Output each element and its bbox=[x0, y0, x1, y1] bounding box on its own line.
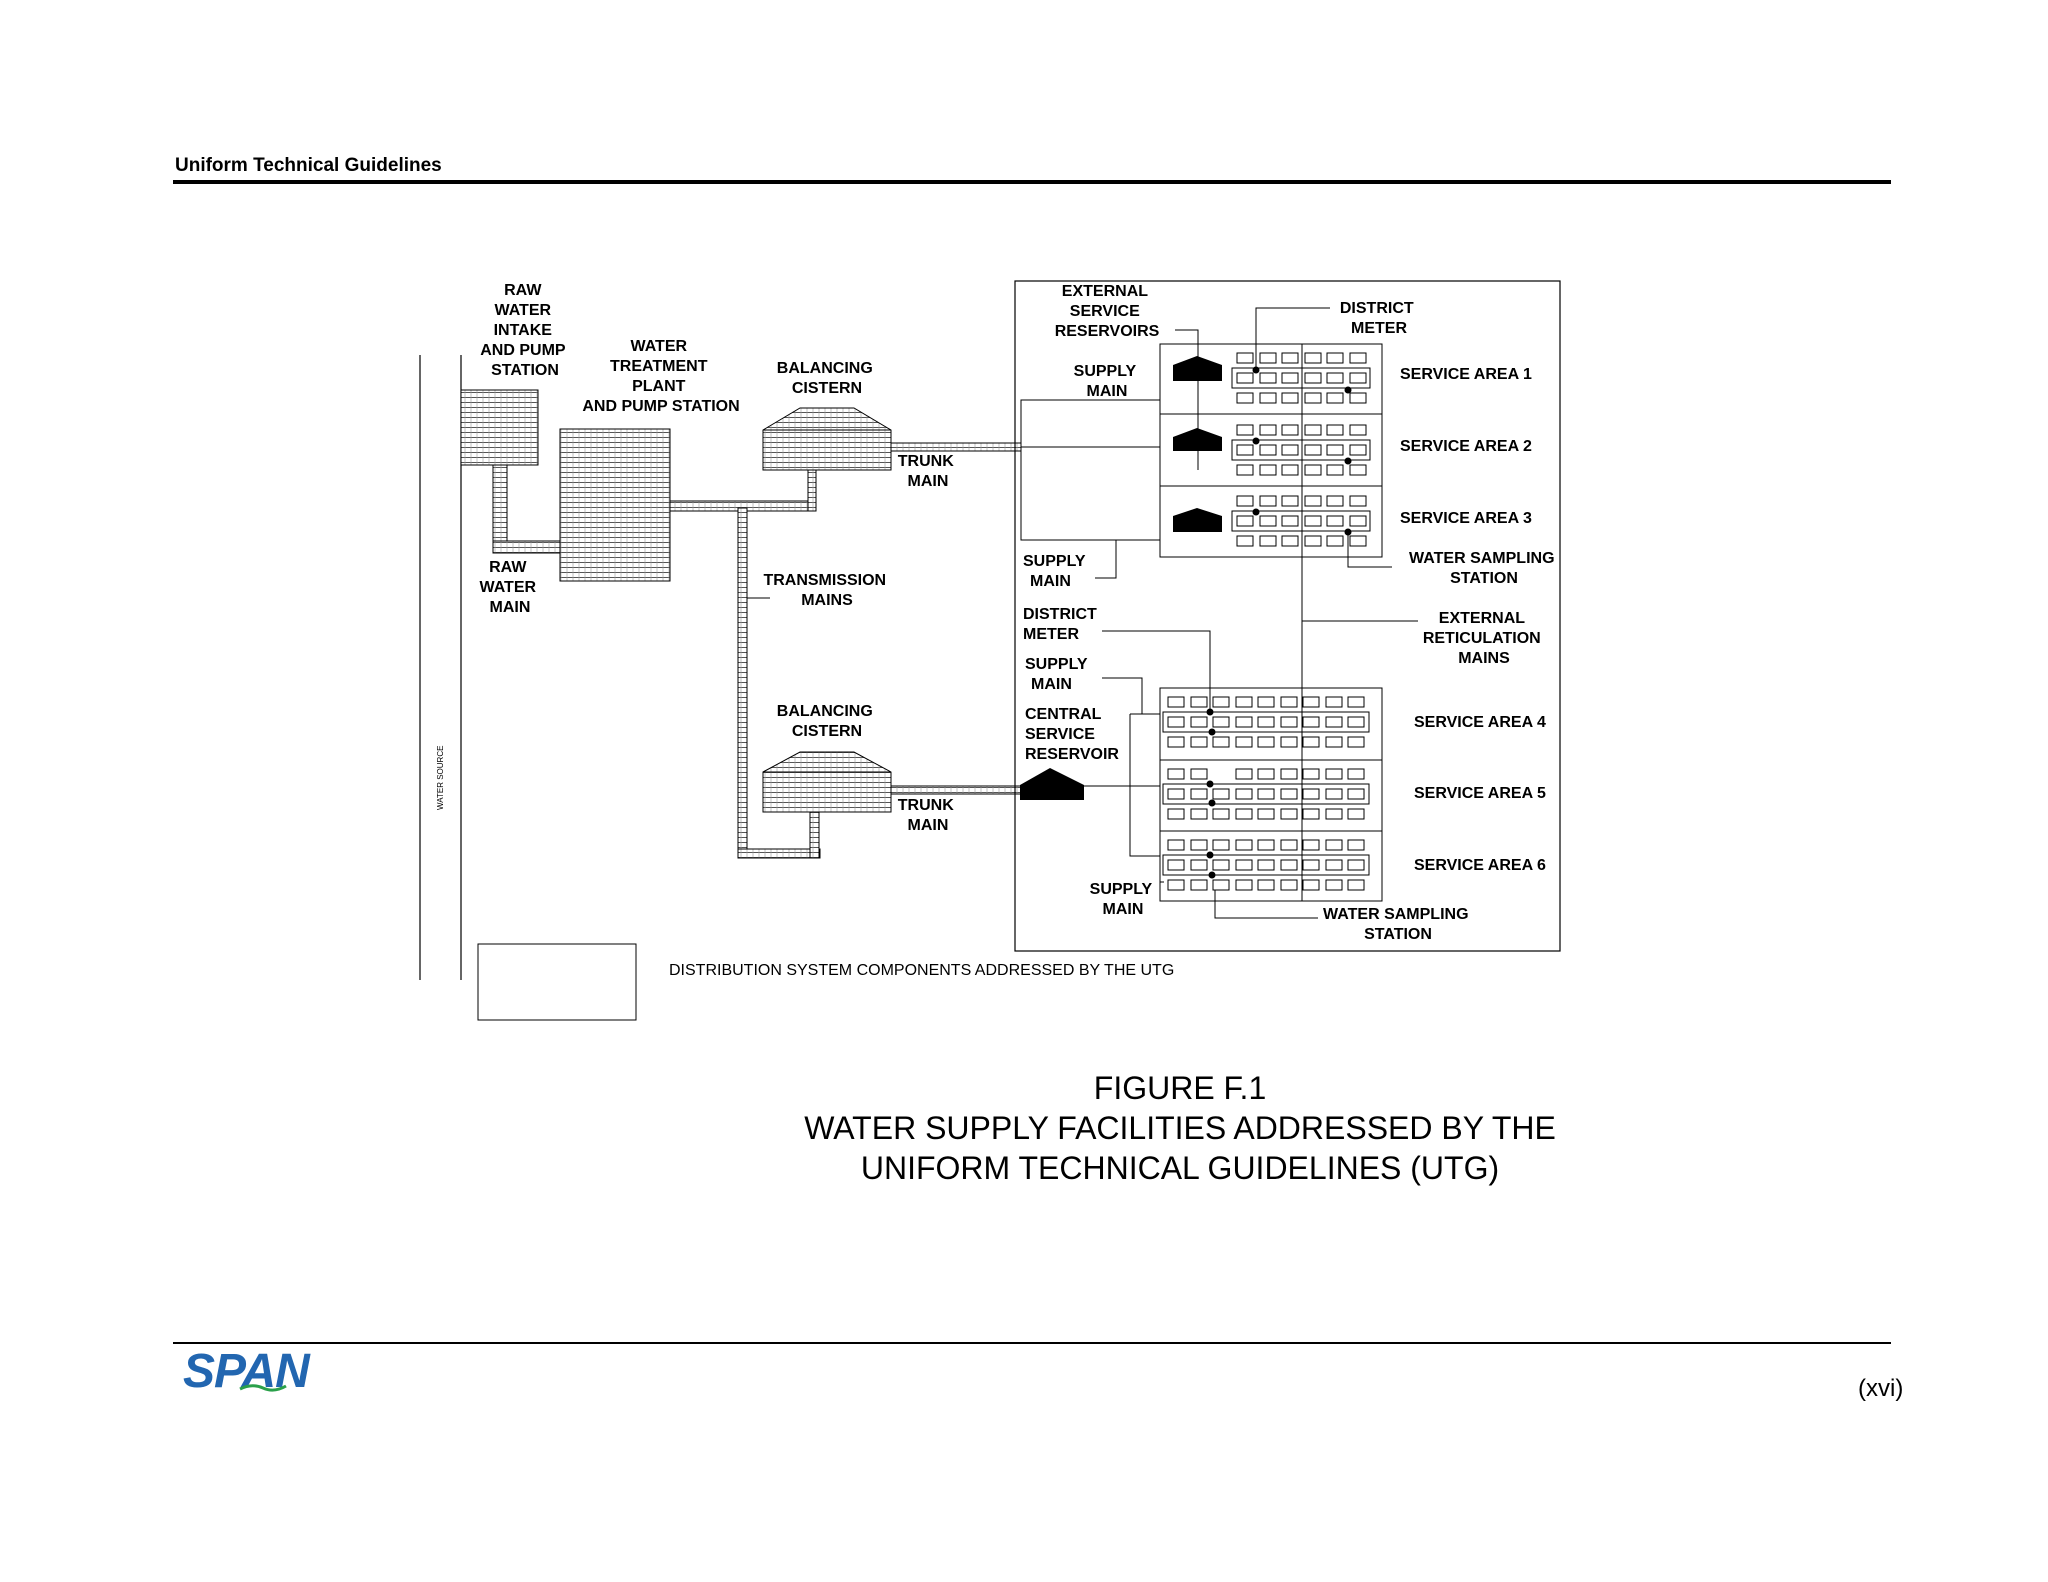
raw-water-intake-station bbox=[461, 390, 538, 465]
service-area-5-houses bbox=[1163, 769, 1369, 819]
label-balancing-cistern-bottom: BALANCING CISTERN bbox=[776, 703, 873, 740]
label-supply-main-mid: SUPPLY MAIN bbox=[1023, 553, 1086, 590]
label-water-sampling-top: WATER SAMPLING STATION bbox=[1409, 550, 1555, 587]
label-external-reticulation: EXTERNAL RETICULATION MAINS bbox=[1422, 610, 1541, 667]
logo-wave-icon bbox=[238, 1382, 288, 1392]
service-area-2-houses bbox=[1232, 425, 1370, 475]
figure-title-line-2: UNIFORM TECHNICAL GUIDELINES (UTG) bbox=[860, 1150, 1500, 1186]
figure-title-line-1: WATER SUPPLY FACILITIES ADDRESSED BY THE bbox=[804, 1110, 1556, 1146]
supply-main-loop bbox=[1021, 400, 1160, 447]
label-district-meter-mid: DISTRICT METER bbox=[1023, 606, 1097, 643]
transmission-main-bottom-v bbox=[810, 812, 819, 858]
label-raw-water-intake: RAW WATER INTAKE AND PUMP STATION bbox=[480, 282, 566, 379]
label-balancing-cistern-top: BALANCING CISTERN bbox=[776, 360, 873, 397]
label-service-area-6: SERVICE AREA 6 bbox=[1414, 857, 1546, 874]
span-logo: SPAN bbox=[183, 1345, 309, 1398]
trunk-main-top-pipe bbox=[891, 443, 1021, 451]
label-central-service-reservoir: CENTRAL SERVICE RESERVOIR bbox=[1025, 706, 1119, 763]
label-trunk-main-bottom: TRUNK MAIN bbox=[897, 797, 954, 834]
service-area-3-houses bbox=[1232, 496, 1370, 546]
service-area-4-houses bbox=[1163, 697, 1369, 747]
page-header-title: Uniform Technical Guidelines bbox=[175, 155, 442, 176]
supply-main-loop-3 bbox=[1021, 447, 1160, 540]
label-supply-main-top: SUPPLY MAIN bbox=[1073, 363, 1136, 400]
figure-caption bbox=[700, 1068, 1660, 1188]
supply-main-lower-leader bbox=[1102, 678, 1142, 714]
balancing-cistern-bottom bbox=[763, 752, 891, 812]
external-service-reservoir-1 bbox=[1173, 356, 1222, 381]
water-treatment-plant bbox=[560, 429, 670, 581]
label-water-sampling-bottom: WATER SAMPLING STATION bbox=[1323, 906, 1469, 943]
service-area-6-houses bbox=[1163, 840, 1369, 890]
page-number: (xvi) bbox=[1858, 1375, 1904, 1402]
label-service-area-5: SERVICE AREA 5 bbox=[1414, 785, 1546, 802]
transmission-main-bottom-h bbox=[738, 849, 820, 858]
label-supply-main-bottom: SUPPLY MAIN bbox=[1089, 881, 1152, 918]
label-district-meter-top: DISTRICT METER bbox=[1339, 300, 1414, 337]
label-trunk-main-top: TRUNK MAIN bbox=[897, 453, 954, 490]
label-supply-main-lower: SUPPLY MAIN bbox=[1025, 656, 1088, 693]
label-raw-water-main: RAW WATER MAIN bbox=[479, 559, 537, 616]
water-source-label: WATER SOURCE bbox=[436, 745, 445, 810]
central-service-reservoir bbox=[1020, 768, 1084, 800]
raw-water-main-pipe-h bbox=[493, 541, 560, 553]
label-water-treatment: WATER TREATMENT PLANT AND PUMP STATION bbox=[582, 338, 740, 415]
external-service-reservoir-3 bbox=[1173, 508, 1222, 532]
balancing-cistern-top bbox=[763, 408, 891, 470]
central-supply-bus bbox=[1130, 714, 1160, 856]
service-area-1-houses bbox=[1232, 353, 1370, 403]
figure-number: FIGURE F.1 bbox=[1093, 1070, 1267, 1106]
label-service-area-1: SERVICE AREA 1 bbox=[1400, 366, 1532, 383]
supply-main-leader bbox=[1095, 540, 1116, 578]
external-service-reservoir-2 bbox=[1173, 428, 1222, 451]
legend-box bbox=[478, 944, 636, 1020]
transmission-main-down-v bbox=[738, 508, 747, 858]
footer-rule bbox=[173, 1342, 1891, 1344]
label-transmission-mains: TRANSMISSION MAINS bbox=[763, 572, 887, 609]
label-service-area-2: SERVICE AREA 2 bbox=[1400, 438, 1532, 455]
raw-water-main-pipe-v bbox=[493, 465, 507, 553]
label-service-area-4: SERVICE AREA 4 bbox=[1414, 714, 1546, 731]
transmission-main-top-v bbox=[808, 470, 816, 511]
label-service-area-3: SERVICE AREA 3 bbox=[1400, 510, 1532, 527]
trunk-main-bottom-pipe bbox=[891, 786, 1021, 794]
legend-text: DISTRIBUTION SYSTEM COMPONENTS ADDRESSED BY THE UTG bbox=[669, 962, 1175, 979]
label-external-service-reservoirs: EXTERNAL SERVICE RESERVOIRS bbox=[1054, 283, 1160, 340]
